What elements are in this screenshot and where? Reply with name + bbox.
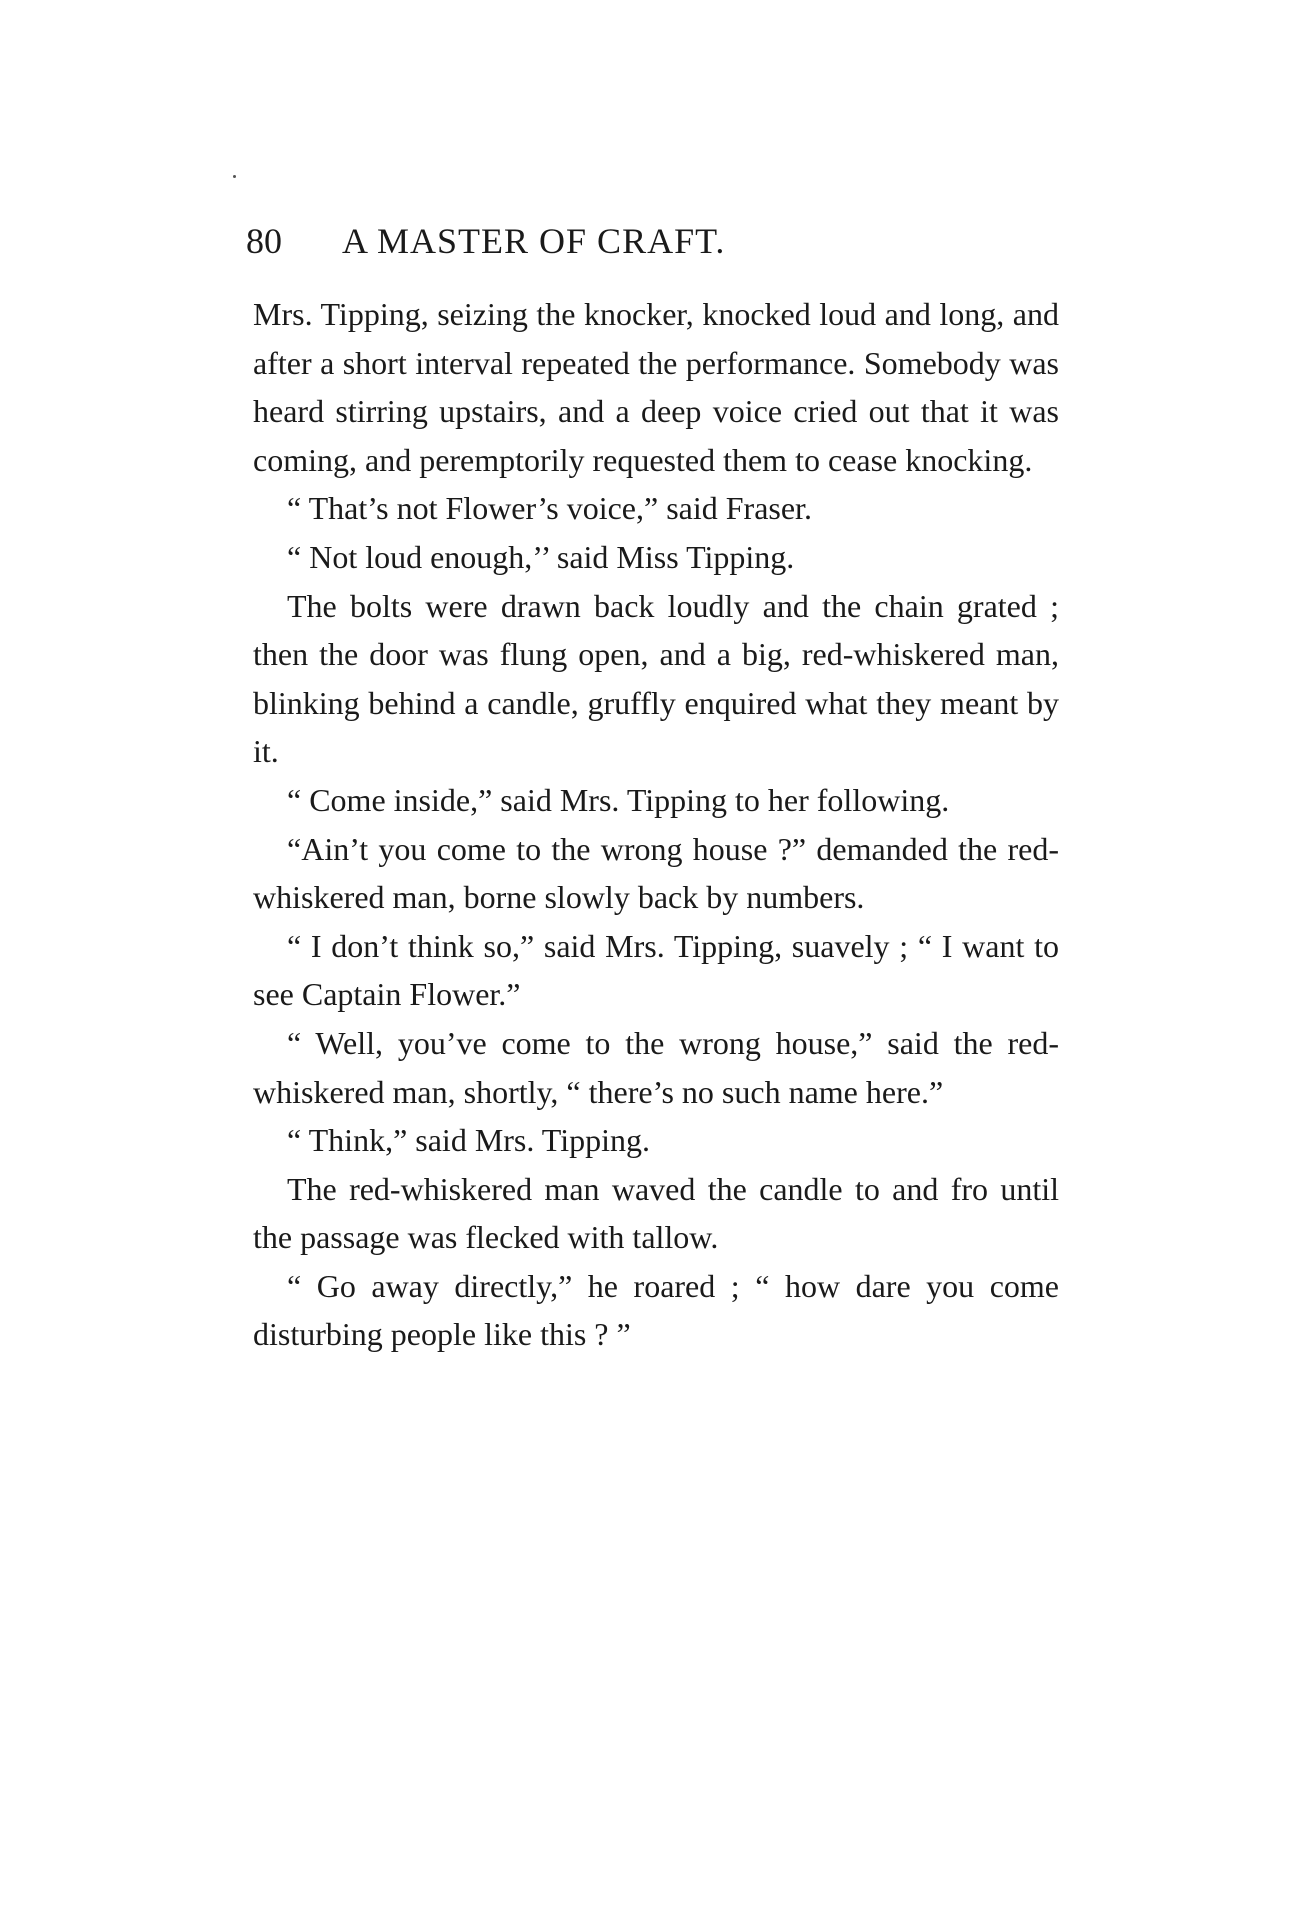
paragraph: “ That’s not Flower’s voice,” said Fraser. — [287, 490, 812, 527]
running-title: A MASTER OF CRAFT. — [342, 221, 726, 261]
paragraph: “ Not loud enough,’’ said Miss Tipping. — [287, 538, 795, 575]
body-text — [253, 290, 1059, 1359]
paragraph: The bolts were drawn back loudly and the chain grated ; then the door was flung open, and a big, red-whiskered man, blinking behind a candle, gruffly enquired what they meant by it. — [253, 587, 1059, 770]
paragraph: The red-whiskered man waved the candle to and fro until the passage was flecked with tallow. — [253, 1170, 1059, 1256]
paragraph: “ Think,” said Mrs. Tipping. — [287, 1122, 650, 1159]
print-speck — [233, 175, 236, 178]
page-number: 80 — [246, 221, 282, 261]
paragraph: “ Well, you’ve come to the wrong house,” said the red-whiskered man, shortly, “ there’s no such name here.” — [253, 1024, 1059, 1110]
page-header — [246, 216, 1066, 266]
paragraph: “ I don’t think so,” said Mrs. Tipping, suavely ; “ I want to see Captain Flower.” — [253, 927, 1059, 1013]
paragraph: “ Come inside,” said Mrs. Tipping to her following. — [287, 781, 950, 818]
paragraph: Mrs. Tipping, seizing the knocker, knocked loud and long, and after a short interval repeated the performance. Somebody was heard stirring upstairs, and a deep voice cried out that it was coming, and peremptorily requested them to cease knocking. — [253, 296, 1059, 478]
paragraph: “ Go away directly,” he roared ; “ how dare you come disturbing people like this ? ” — [253, 1267, 1059, 1353]
paragraph: “Ain’t you come to the wrong house ?” demanded the red-whiskered man, borne slowly back by numbers. — [253, 830, 1059, 916]
